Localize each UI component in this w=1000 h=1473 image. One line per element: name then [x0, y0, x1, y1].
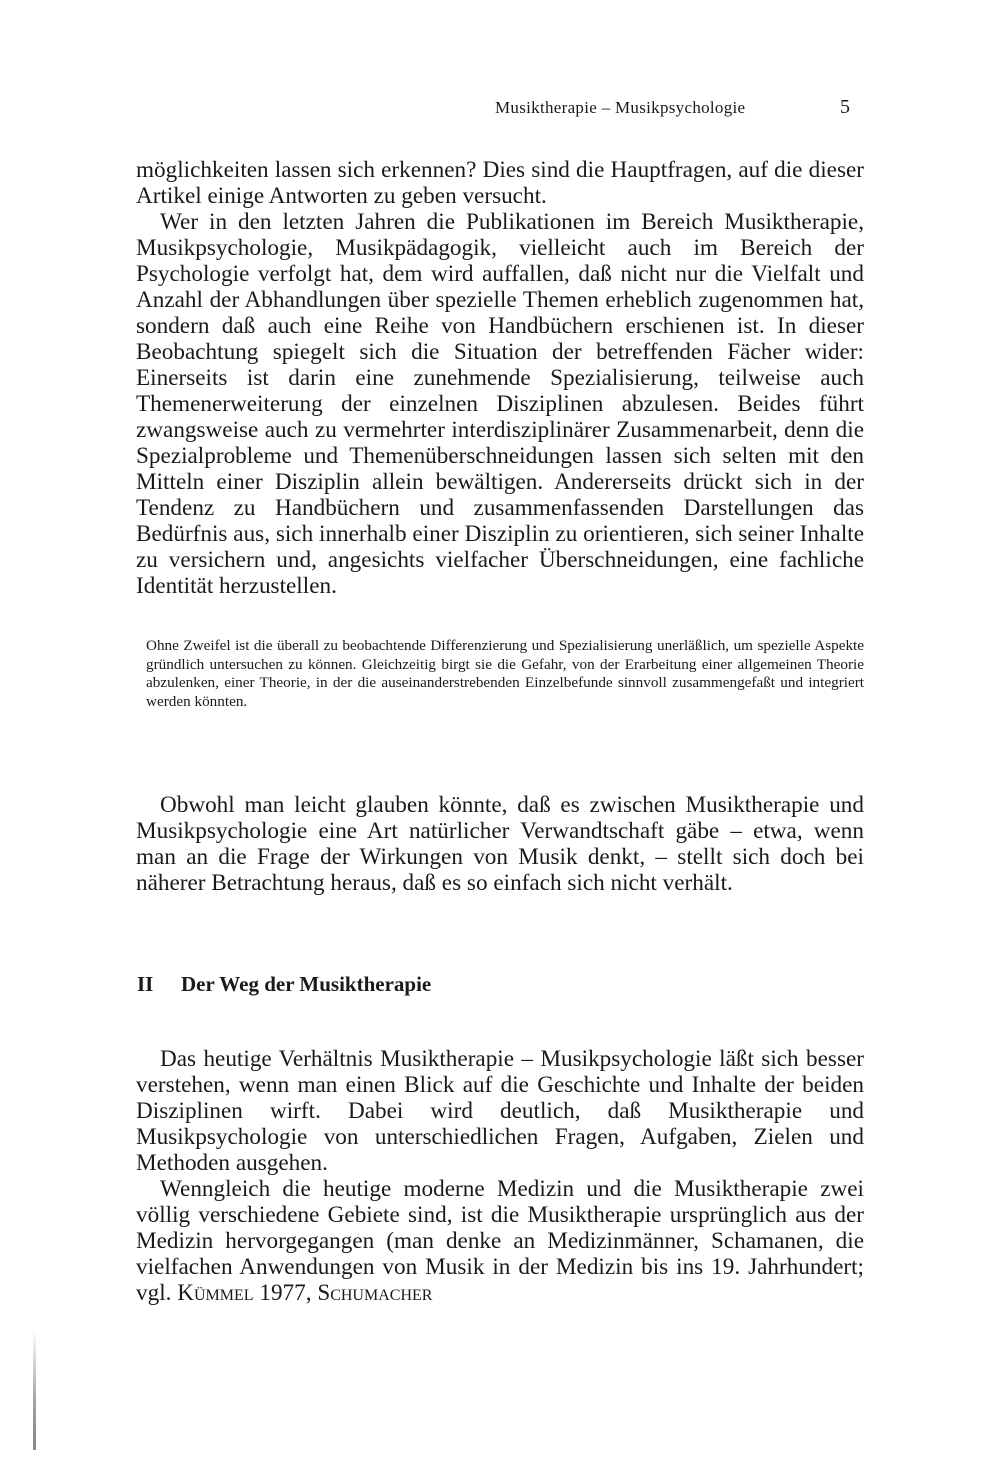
section-heading: [137, 972, 431, 997]
paragraph-1: möglichkeiten lassen sich erkennen? Dies sind die Hauptfragen, auf die dieser Artikel einige Antworten zu geben versucht.: [136, 157, 864, 209]
running-head: Musiktherapie – Musikpsychologie: [495, 98, 746, 117]
section-title: Der Weg der Musiktherapie: [181, 972, 432, 996]
page-number: 5: [840, 96, 850, 118]
citation-author: Schumacher: [317, 1280, 433, 1306]
scan-artifact: [33, 1330, 36, 1450]
paragraph-3: Obwohl man leicht glauben könnte, daß es zwischen Musiktherapie und Musikpsychologie eine Art natürlicher Verwandtschaft gäbe – etwa, wenn man an die Frage der Wirkungen von Musik denkt, – stellt sich doch bei näherer Betrachtung heraus, daß es so einfach sich nicht verhält.: [136, 792, 864, 896]
paragraph-5-text: Wenngleich die heutige moderne Medizin und die Musiktherapie zwei völlig verschiedene Gebiete sind, ist die Musiktherapie ursprünglich aus der Medizin hervorgegangen (man denke an Medizinmänner, Schamanen, die vielfachen Anwendungen von Musik in der Medizin bis ins 19. Jahrhundert; vgl.: [136, 1176, 864, 1306]
citation-year: 1977,: [259, 1280, 312, 1306]
citation-author: Kümmel: [177, 1280, 254, 1306]
paragraph-4: Das heutige Verhältnis Musiktherapie – Musikpsychologie läßt sich besser verstehen, wenn man einen Blick auf die Geschichte und Inhalte der beiden Disziplinen wirft. Dabei wird deutlich, daß Musiktherapie und Musikpsychologie von unterschiedlichen Fragen, Aufgaben, Zielen und Methoden ausgehen.: [136, 1046, 864, 1176]
inset-note: Ohne Zweifel ist die überall zu beobachtende Differenzierung und Spezialisierung unerläßlich, um spezielle Aspekte gründlich untersuchen zu können. Gleichzeitig birgt sie die Gefahr, von der Erarbeitung einer allgemeinen Theorie abzulenken, einer Theorie, in der die auseinanderstrebenden Einzelbefunde sinnvoll zusammengefaßt und integriert werden könnten.: [146, 637, 864, 710]
paragraph-2: Wer in den letzten Jahren die Publikationen im Bereich Musiktherapie, Musikpsychologie, Musikpädagogik, vielleicht auch im Bereich der Psychologie verfolgt hat, dem wird auffallen, daß nicht nur die Vielfalt und Anzahl der Abhandlungen über spezielle Themen erheblich zugenommen hat, sondern daß auch eine Reihe von Handbüchern erschienen ist. In dieser Beobachtung spiegelt sich die Situation der betreffenden Fächer wider: Einerseits ist darin eine zunehmende Spezialisierung, teilweise auch Themenerweiterung der einzelnen Disziplinen abzulesen. Beides führt zwangsweise auch zu vermehrter interdisziplinärer Zusammenarbeit, denn die Spezialprobleme und Themenüberschneidungen lassen sich selten mit den Mitteln einer Disziplin allein bewältigen. Andererseits drückt sich in der Tendenz zu Handbüchern und zusammenfassenden Darstellungen das Bedürfnis aus, sich innerhalb einer Disziplin zu orientieren, sich seiner Inhalte zu versichern und, angesichts vielfacher Überschneidungen, eine fachliche Identität herzustellen.: [136, 209, 864, 599]
section-number: II: [137, 972, 154, 996]
paragraph-5: [136, 1176, 864, 1306]
